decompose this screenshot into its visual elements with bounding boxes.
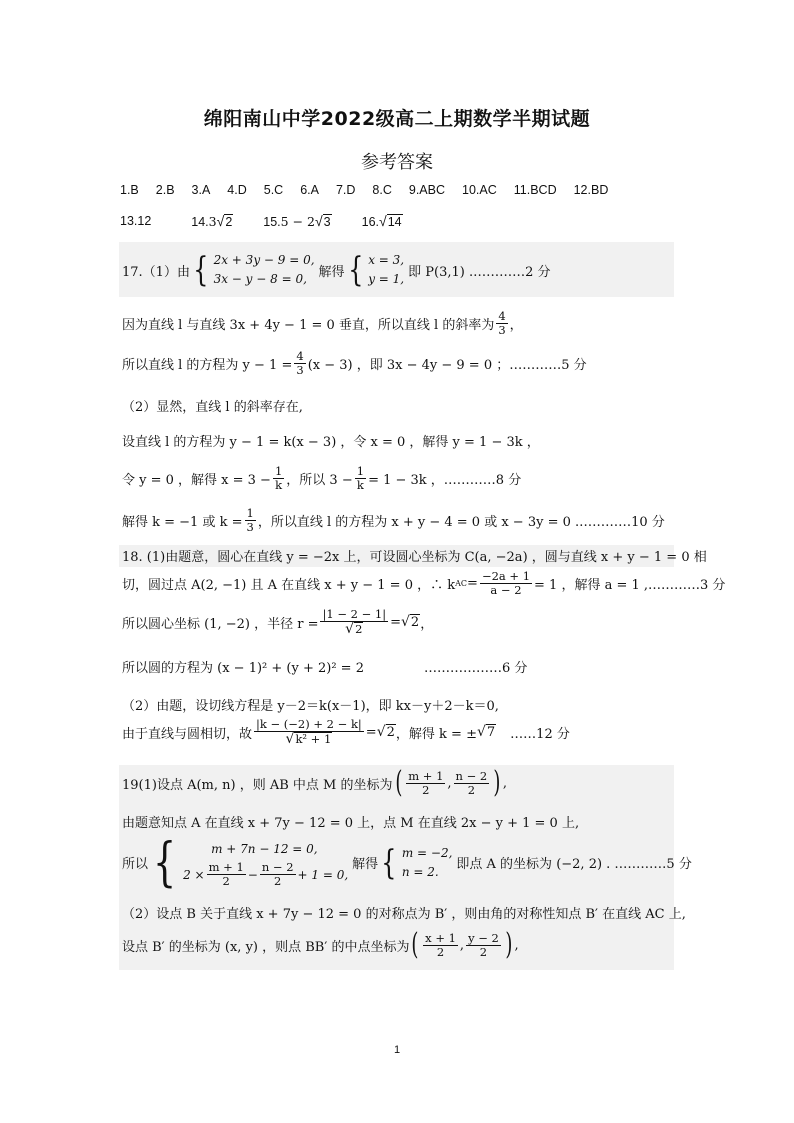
- answer-item: 8.C: [372, 183, 392, 197]
- answer-item: 6.A: [300, 183, 319, 197]
- q17-line-5: 设直线 l 的方程为 y − 1 = k(x − 3) ，令 x = 0 ，解得 y = 1 − 3k ，: [122, 435, 540, 450]
- q18-line-3: 所以圆心坐标 (1, −2) ，半径 r = |1 − 2 − 1| √ 2 = √ 2 ，: [122, 607, 434, 637]
- answer-item: 7.D: [335, 183, 356, 197]
- page-subtitle: 参考答案: [361, 152, 433, 173]
- q19-line-5: 设点 B′ 的坐标为 (x, y) ，则点 BB′ 的中点坐标为 ( $\frac{x + 1}{2}$ , $\frac{y - 2}{2}$ ) ,: [122, 927, 519, 962]
- q17-line-1: 17.（1）由 { 2x + 3y − 9 = 0, 3x − y − 8 = 0, 解得 { x = 3, y = 1, 即 P(3,1) .…………2 分: [122, 250, 551, 290]
- page-title: 绵阳南山中学2022级高二上期数学半期试题: [203, 108, 591, 130]
- answer-15: 15.5 − 2 √ 3: [263, 213, 331, 229]
- choice-answers-row: [120, 183, 625, 197]
- q18-line-5: （2）由题，设切线方程是 y－2＝k(x－1)，即 kx－y＋2－k＝0,: [122, 699, 499, 714]
- answer-item: 9.ABC: [408, 183, 446, 197]
- q19-line-4: （2）设点 B 关于直线 x + 7y − 12 = 0 的对称点为 B′ ，则由角的对称性知点 B′ 在直线 AC 上,: [122, 907, 686, 922]
- answer-16: 16. √ 14: [361, 213, 402, 229]
- answer-item: 5.C: [263, 183, 284, 197]
- q17-line-4: （2）显然，直线 l 的斜率存在,: [122, 400, 303, 415]
- q17-line-2: 因为直线 l 与直线 3x + 4y − 1 = 0 垂直，所以直线 l 的斜率为 $\frac{4}{3}$ ，: [122, 309, 523, 337]
- q19-line-2: 由题意知点 A 在直线 x + 7y − 12 = 0 上，点 M 在直线 2x − y + 1 = 0 上,: [122, 816, 580, 831]
- fill-answers-row: [120, 213, 420, 229]
- answer-item: 11.BCD: [513, 183, 557, 197]
- q18-line-1: 18. (1)由题意，圆心在直线 y = −2x 上，可设圆心坐标为 C(a, −2a) ，圆与直线 x + y − 1 = 0 相: [122, 550, 707, 565]
- q18-line-2: 切，圆过点 A(2, −1) 且 A 在直线 x + y − 1 = 0 ，∴ k AC = $\frac{-2a + 1}{a - 2}$ = 1 ，解得 a = 1 ,…………3 分: [122, 569, 726, 597]
- answer-item: 2.B: [155, 183, 175, 197]
- answer-item: 12.BD: [573, 183, 609, 197]
- answer-13: 13.12: [120, 214, 152, 228]
- q17-line-6: 令 y = 0 ，解得 x = 3 − $\frac{1}{k}$ ，所以 3 − $\frac{1}{k}$ = 1 − 3k ，…………8 分: [122, 464, 522, 492]
- answer-item: 10.AC: [462, 183, 497, 197]
- q19-line-3: 所以 { m + 7n − 12 = 0, 2 × $\frac{m + 1}{2}$ − $\frac{n - 2}{2}$ + 1 = 0, 解得 { m = −2, n = 2. 即点 A 的坐标为 (−2, 2) . …………5 分: [122, 832, 692, 893]
- q18-line-6: 由于直线与圆相切，故 |k − (−2) + 2 − k| √ k² + 1 = √ 2 ，解得 k = ± √ 7 ……12 分: [122, 717, 570, 747]
- answer-14: 14.3 √ 2: [191, 213, 233, 229]
- q18-line-4: 所以圆的方程为 (x − 1)² + (y + 2)² = 2 ………………6 分: [122, 661, 528, 676]
- q17-line-7: 解得 k = −1 或 k = $\frac{1}{3}$ ，所以直线 l 的方程为 x + y − 4 = 0 或 x − 3y = 0 .…………10 分: [122, 506, 665, 534]
- q19-line-1: 19(1)设点 A(m, n) ，则 AB 中点 M 的坐标为 ( $\frac{m + 1}{2}$ , $\frac{n - 2}{2}$ ) ,: [122, 765, 508, 800]
- page-number: 1: [393, 1044, 401, 1056]
- answer-item: 1.B: [120, 183, 139, 197]
- answer-item: 3.A: [191, 183, 211, 197]
- answer-item: 4.D: [227, 183, 247, 197]
- q17-line-3: 所以直线 l 的方程为 y − 1 = $\frac{4}{3}$ (x − 3) ，即 3x − 4y − 9 = 0 ；…………5 分: [122, 349, 587, 377]
